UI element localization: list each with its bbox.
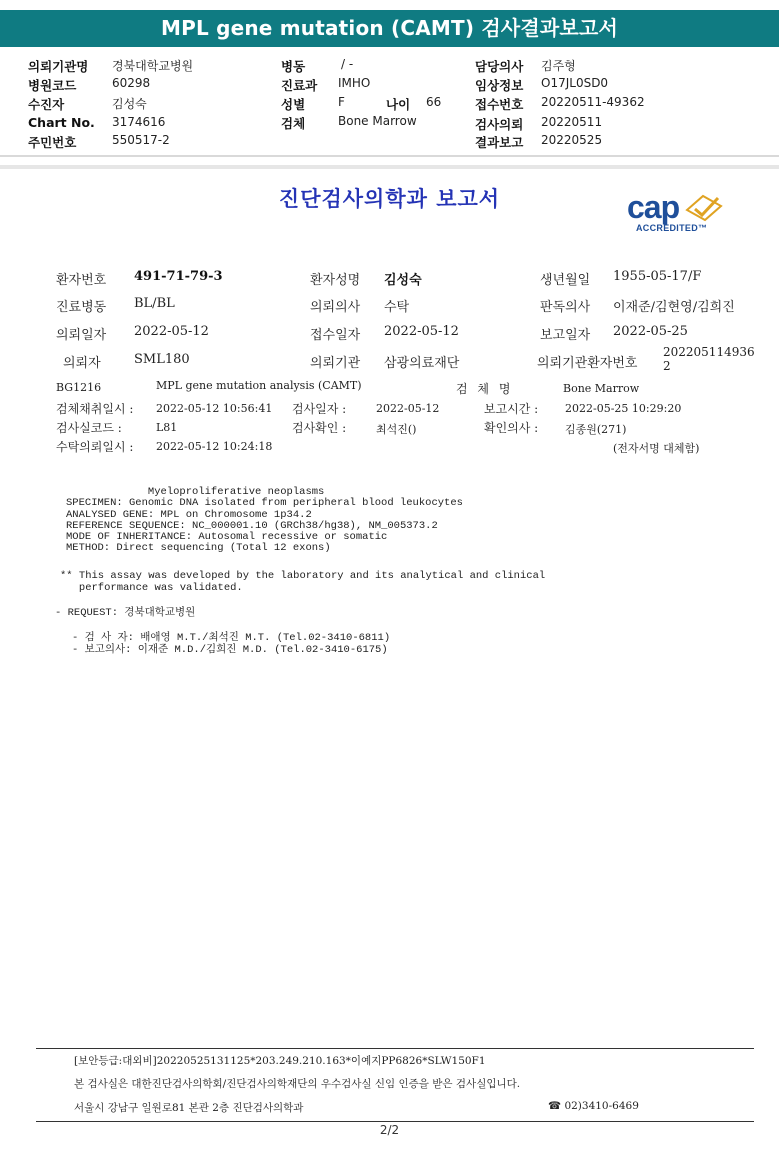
department-label: 진료과 bbox=[281, 78, 318, 93]
sex-value: F bbox=[338, 95, 345, 109]
dob-label: 생년월일 bbox=[540, 273, 591, 288]
tester-line: - 검 사 자: 배애영 M.T./최석진 M.T. (Tel.02-3410-6811) bbox=[72, 632, 391, 644]
footer-bottom-rule bbox=[36, 1121, 754, 1122]
req-institution-value: 삼광의료재단 bbox=[384, 356, 460, 371]
lab-code-value: L81 bbox=[156, 421, 178, 434]
header-divider bbox=[0, 155, 779, 157]
ward-value: / - bbox=[341, 57, 354, 71]
test-request-value: 20220511 bbox=[541, 115, 603, 129]
age-value: 66 bbox=[426, 95, 442, 109]
requester-value: SML180 bbox=[134, 352, 190, 367]
test-specimen-label: 검 체 명 bbox=[456, 382, 514, 396]
resident-no-value: 550517-2 bbox=[112, 133, 170, 147]
phone-line bbox=[548, 1100, 639, 1112]
receipt-date-label: 접수일자 bbox=[310, 328, 361, 343]
test-date-label: 검사일자 : bbox=[292, 402, 347, 416]
cap-logo-word: cap bbox=[627, 189, 680, 225]
cap-accredited-logo bbox=[627, 190, 732, 236]
confirm-doctor-label: 확인의사 : bbox=[484, 421, 539, 435]
chart-no-value: 3174616 bbox=[112, 115, 166, 129]
lab-code-label: 검사실코드 : bbox=[56, 421, 122, 435]
resident-no-label: 주민번호 bbox=[28, 135, 77, 150]
receipt-no-label: 접수번호 bbox=[475, 97, 524, 112]
body-specimen-line: SPECIMEN: Genomic DNA isolated from peripheral blood leukocytes bbox=[66, 497, 463, 510]
clinical-info-value: O17JL0SD0 bbox=[541, 76, 609, 90]
ward-detail-value: BL/BL bbox=[134, 296, 175, 311]
specimen-value: Bone Marrow bbox=[338, 114, 417, 128]
hospital-code-label: 병원코드 bbox=[28, 78, 77, 93]
collect-label: 검체채취일시 : bbox=[56, 402, 134, 416]
physician-label: 담당의사 bbox=[475, 59, 524, 74]
test-confirm-value: 최석진() bbox=[376, 423, 417, 436]
body-inheritance-line: MODE OF INHERITANCE: Autosomal recessive or somatic bbox=[66, 531, 388, 544]
footer-top-rule bbox=[36, 1048, 754, 1049]
patient-no-value: 491-71-79-3 bbox=[134, 269, 223, 284]
body-reference-line: REFERENCE SEQUENCE: NC_000001.10 (GRCh38/hg38), NM_005373.2 bbox=[66, 519, 438, 532]
test-code: BG1216 bbox=[56, 381, 102, 394]
document-title-banner: MPL gene mutation (CAMT) 검사결과보고서 bbox=[0, 10, 779, 47]
header-divider-shadow bbox=[0, 165, 779, 169]
specimen-label: 검체 bbox=[281, 116, 306, 131]
requesting-institution-label: 의뢰기관명 bbox=[28, 59, 89, 74]
recipient-value: 김성숙 bbox=[112, 97, 147, 111]
requesting-institution-value: 경북대학교병원 bbox=[112, 59, 194, 73]
physician-value: 김주형 bbox=[541, 59, 576, 73]
test-confirm-label: 검사확인 : bbox=[292, 421, 347, 435]
req-institution-label: 의뢰기관 bbox=[310, 356, 361, 371]
chart-no-label: Chart No. bbox=[28, 115, 95, 130]
report-title: 진단검사의학과 보고서 bbox=[278, 186, 501, 211]
cap-check-icon bbox=[685, 192, 725, 222]
inst-patient-no-label: 의뢰기관환자번호 bbox=[537, 356, 638, 371]
validation-note bbox=[60, 570, 545, 594]
sex-label: 성별 bbox=[281, 97, 306, 112]
reading-doctor-label: 판독의사 bbox=[540, 300, 591, 315]
body-gene-line: ANALYSED GENE: MPL on Chromosome 1p34.2 bbox=[66, 508, 312, 521]
ward-detail-label: 진료병동 bbox=[56, 300, 107, 315]
dob-value: 1955-05-17/F bbox=[613, 269, 702, 284]
esign-note: (전자서명 대체함) bbox=[613, 442, 700, 455]
patient-name-value: 김성숙 bbox=[384, 273, 422, 288]
report-body bbox=[66, 487, 463, 555]
phone-number: 02)3410-6469 bbox=[564, 1100, 639, 1112]
req-date-value: 2022-05-12 bbox=[134, 324, 209, 339]
test-name: MPL gene mutation analysis (CAMT) bbox=[156, 379, 362, 392]
lab-address: 서울시 강남구 일원로81 본관 2층 진단검사의학과 bbox=[74, 1102, 304, 1114]
receipt-date-value: 2022-05-12 bbox=[384, 324, 459, 339]
body-diagnosis-line: Myeloproliferative neoplasms bbox=[66, 486, 325, 498]
result-report-label: 결과보고 bbox=[475, 135, 524, 150]
report-date-value: 2022-05-25 bbox=[613, 324, 688, 339]
confirm-doctor-value: 김종원(271) bbox=[565, 423, 627, 436]
request-line: - REQUEST: 경북대학교병원 bbox=[55, 607, 196, 619]
inst-patient-no-value-line1: 202205114936 bbox=[663, 345, 755, 359]
security-stamp: [보안등급:대외비]20220525131125*203.249.210.163*이예지PP6826*SLW150F1 bbox=[74, 1055, 486, 1067]
reading-doctor-value: 이재준/김현영/김희진 bbox=[613, 300, 735, 315]
requester-label: 의뢰자 bbox=[63, 356, 101, 371]
consign-label: 수탁의뢰일시 : bbox=[56, 440, 134, 454]
collect-value: 2022-05-12 10:56:41 bbox=[156, 402, 273, 415]
receipt-no-value: 20220511-49362 bbox=[541, 95, 645, 109]
body-method-line: METHOD: Direct sequencing (Total 12 exons) bbox=[66, 542, 331, 555]
hospital-code-value: 60298 bbox=[112, 76, 151, 90]
report-date-label: 보고일자 bbox=[540, 328, 591, 343]
age-label: 나이 bbox=[386, 97, 411, 112]
note-line-2: performance was validated. bbox=[60, 582, 243, 594]
clinical-info-label: 임상정보 bbox=[475, 78, 524, 93]
test-date-value: 2022-05-12 bbox=[376, 402, 440, 415]
report-time-value: 2022-05-25 10:29:20 bbox=[565, 402, 682, 415]
inst-patient-no-value-line2: 2 bbox=[663, 359, 671, 373]
req-doctor-label: 의뢰의사 bbox=[310, 300, 361, 315]
reporting-doctor-line: - 보고의사: 이재준 M.D./김희진 M.D. (Tel.02-3410-6175) bbox=[72, 644, 388, 656]
recipient-label: 수진자 bbox=[28, 97, 65, 112]
test-request-label: 검사의뢰 bbox=[475, 117, 524, 132]
accreditation-note: 본 검사실은 대한진단검사의학회/진단검사의학재단의 우수검사실 신임 인증을 받은 검사실입니다. bbox=[74, 1078, 521, 1090]
patient-no-label: 환자번호 bbox=[56, 273, 107, 288]
req-date-label: 의뢰일자 bbox=[56, 328, 107, 343]
page-number: 2/2 bbox=[379, 1123, 400, 1137]
ward-label: 병동 bbox=[281, 59, 306, 74]
patient-name-label: 환자성명 bbox=[310, 273, 361, 288]
cap-logo-accredited: ACCREDITED™ bbox=[636, 223, 708, 233]
note-line-1: ** This assay was developed by the laboratory and its analytical and clinical bbox=[60, 570, 546, 582]
test-specimen-value: Bone Marrow bbox=[563, 382, 640, 395]
phone-icon: ☎ bbox=[548, 1100, 562, 1112]
result-report-value: 20220525 bbox=[541, 133, 603, 147]
consign-value: 2022-05-12 10:24:18 bbox=[156, 440, 273, 453]
department-value: IMHO bbox=[338, 76, 371, 90]
report-time-label: 보고시간 : bbox=[484, 402, 539, 416]
req-doctor-value: 수탁 bbox=[384, 300, 410, 315]
